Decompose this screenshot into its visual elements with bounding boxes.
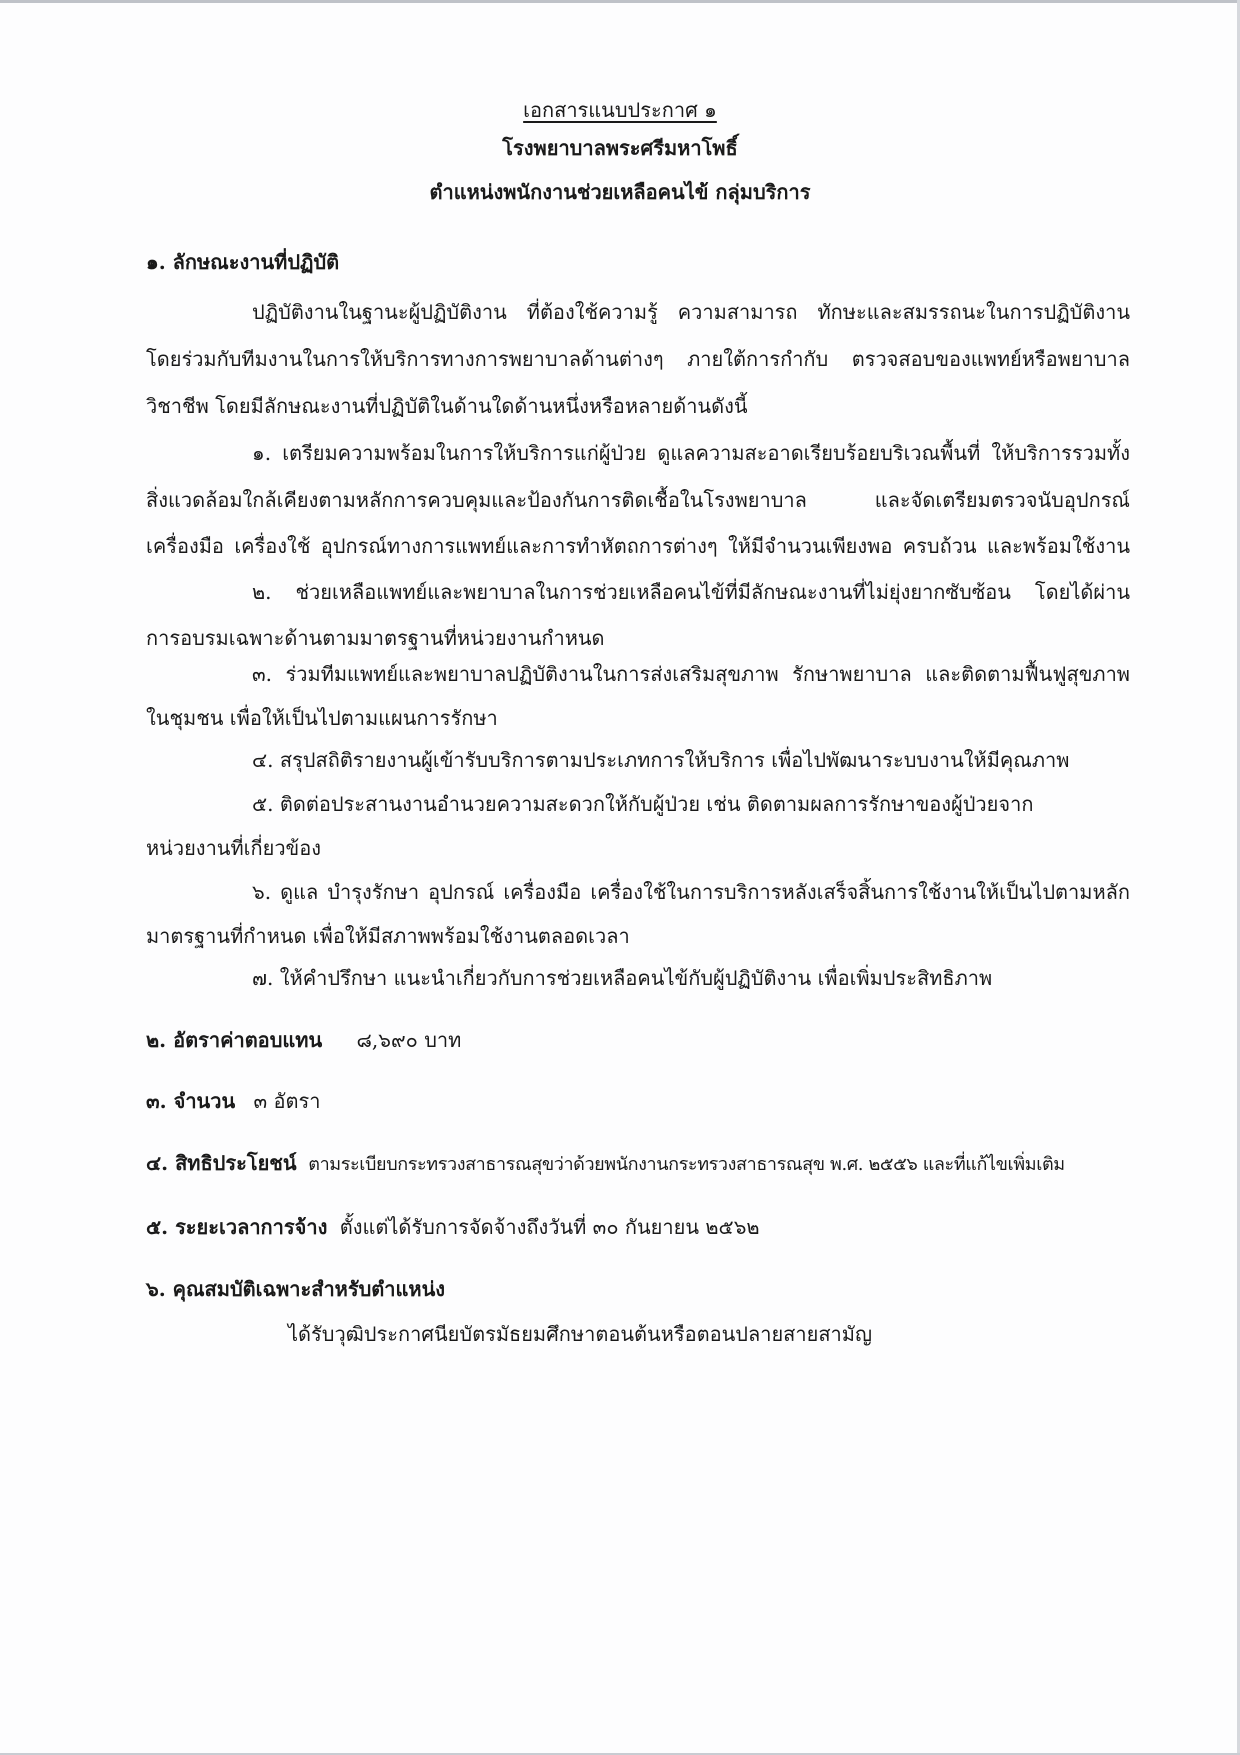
item-6-line-2: มาตรฐานที่กำหนด เพื่อให้มีสภาพพร้อมใช้งานตลอดเวลา	[146, 924, 630, 948]
intro-line-2: โดยร่วมกับทีมงานในการให้บริการทางการพยาบาลด้านต่างๆ ภายใต้การกำกับ ตรวจสอบของแพทย์หรือพยาบาล	[146, 347, 1130, 371]
scan-edge-top	[0, 0, 1240, 3]
quantity-value: ๓ อัตรา	[253, 1089, 321, 1113]
section-3-heading: ๓. จำนวน	[146, 1089, 236, 1113]
attachment-title: เอกสารแนบประกาศ ๑	[523, 98, 717, 122]
item-2-line-1: ๒. ช่วยเหลือแพทย์และพยาบาลในการช่วยเหลือคนไข้ที่มีลักษณะงานที่ไม่ยุ่งยากซับซ้อน โดยได้ผ่าน	[252, 580, 1130, 604]
item-1-line-1: ๑. เตรียมความพร้อมในการให้บริการแก่ผู้ป่วย ดูแลความสะอาดเรียบร้อยบริเวณพื้นที่ ให้บริการรวมทั้ง	[252, 441, 1130, 465]
section-4	[146, 1149, 1065, 1179]
intro-line-1: ปฏิบัติงานในฐานะผู้ปฏิบัติงาน ที่ต้องใช้ความรู้ ความสามารถ ทักษะและสมรรถนะในการปฏิบัติงาน	[252, 300, 1130, 324]
section-4-heading: ๔. สิทธิประโยชน์	[146, 1151, 297, 1175]
item-3-line-1: ๓. ร่วมทีมแพทย์และพยาบาลปฏิบัติงานในการส่งเสริมสุขภาพ รักษาพยาบาล และติดตามฟื้นฟูสุขภาพ	[252, 662, 1130, 686]
item-1-line-3: เครื่องมือ เครื่องใช้ อุปกรณ์ทางการแพทย์และการทำหัตถการต่างๆ ให้มีจำนวนเพียงพอ ครบถ้วน และพร้อมใช้งาน	[146, 534, 1130, 558]
section-2-heading: ๒. อัตราค่าตอบแทน	[146, 1028, 323, 1052]
item-7-line-1: ๗. ให้คำปรึกษา แนะนำเกี่ยวกับการช่วยเหลือคนไข้กับผู้ปฏิบัติงาน เพื่อเพิ่มประสิทธิภาพ	[252, 966, 993, 990]
benefits-value: ตามระเบียบกระทรวงสาธารณสุขว่าด้วยพนักงานกระทรวงสาธารณสุข พ.ศ. ๒๕๕๖ และที่แก้ไขเพิ่มเติม	[308, 1154, 1065, 1175]
section-5	[146, 1213, 760, 1241]
item-2-line-2: การอบรมเฉพาะด้านตามมาตรฐานที่หน่วยงานกำหนด	[146, 626, 605, 650]
section-1-heading: ๑. ลักษณะงานที่ปฏิบัติ	[146, 250, 340, 274]
item-3-line-2: ในชุมชน เพื่อให้เป็นไปตามแผนการรักษา	[146, 706, 498, 730]
section-2	[146, 1026, 461, 1054]
item-1-line-2: สิ่งแวดล้อมใกล้เคียงตามหลักการควบคุมและป้องกันการติดเชื้อในโรงพยาบาล และจัดเตรียมตรวจนับอุปกรณ์	[146, 488, 1130, 512]
section-3	[146, 1087, 321, 1115]
section-5-heading: ๕. ระยะเวลาการจ้าง	[146, 1215, 328, 1239]
item-5-line-1: ๕. ติดต่อประสานงานอำนวยความสะดวกให้กับผู้ป่วย เช่น ติดตามผลการรักษาของผู้ป่วยจาก	[252, 792, 1034, 816]
intro-line-3: วิชาชีพ โดยมีลักษณะงานที่ปฏิบัติในด้านใดด้านหนึ่งหรือหลายด้านดังนี้	[146, 394, 748, 418]
item-5-line-2: หน่วยงานที่เกี่ยวข้อง	[146, 836, 321, 860]
section-6-heading: ๖. คุณสมบัติเฉพาะสำหรับตำแหน่ง	[146, 1277, 446, 1301]
item-4-line-1: ๔. สรุปสถิติรายงานผู้เข้ารับบริการตามประเภทการให้บริการ เพื่อไปพัฒนาระบบงานให้มีคุณภาพ	[252, 748, 1070, 772]
item-6-line-1: ๖. ดูแล บำรุงรักษา อุปกรณ์ เครื่องมือ เครื่องใช้ในการบริการหลังเสร็จสิ้นการใช้งานให้เป็นไปตามหลัก	[252, 880, 1130, 904]
qualification-value: ได้รับวุฒิประกาศนียบัตรมัธยมศึกษาตอนต้นหรือตอนปลายสายสามัญ	[288, 1322, 872, 1346]
hospital-name: โรงพยาบาลพระศรีมหาโพธิ์	[502, 136, 738, 160]
employment-period-value: ตั้งแต่ได้รับการจัดจ้างถึงวันที่ ๓๐ กันยายน ๒๕๖๒	[339, 1215, 760, 1239]
compensation-value: ๘,๖๙๐ บาท	[356, 1028, 462, 1052]
position-title: ตำแหน่งพนักงานช่วยเหลือคนไข้ กลุ่มบริการ	[429, 180, 811, 204]
